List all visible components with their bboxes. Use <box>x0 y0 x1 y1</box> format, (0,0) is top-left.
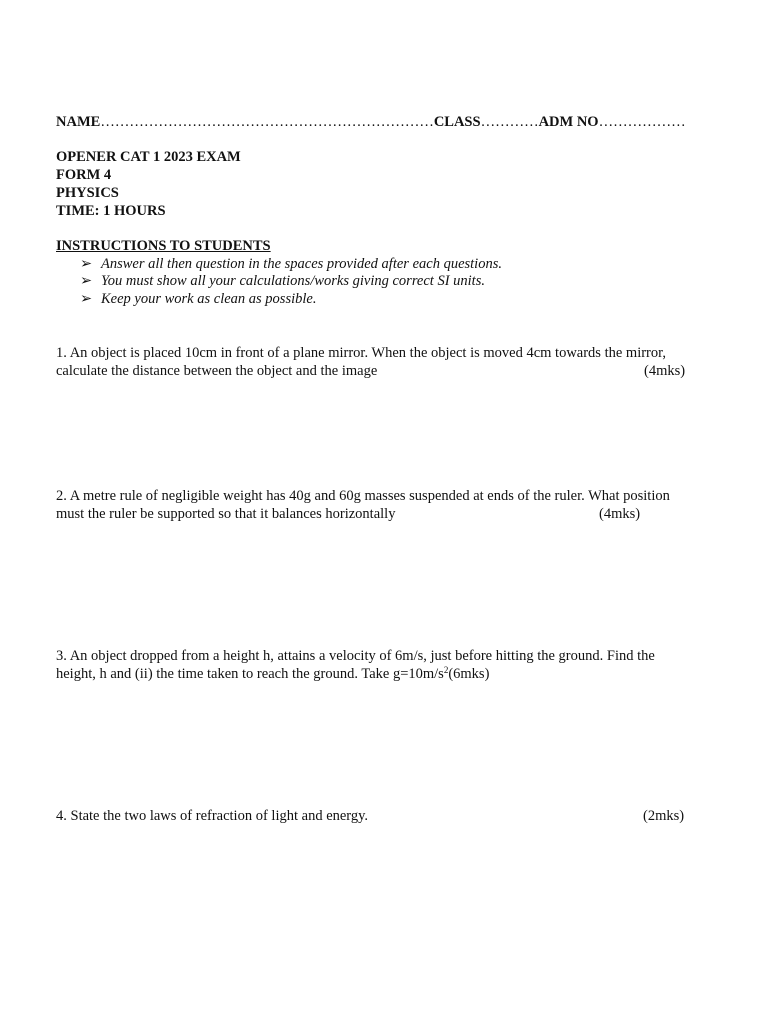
question-2-marks: (4mks) <box>599 506 641 522</box>
student-details-line <box>56 113 686 131</box>
question-3-text-line1: 3. An object dropped from a height h, attains a velocity of 6m/s, just before hitting the ground. Find the <box>56 648 655 664</box>
adm-no-blank[interactable]: ……………… <box>598 114 686 130</box>
exam-subject: PHYSICS <box>56 185 119 201</box>
arrow-bullet-icon: ➢ <box>80 273 93 289</box>
name-blank[interactable]: …………………………………………………………… <box>100 114 434 130</box>
class-label: CLASS <box>433 114 481 130</box>
instruction-item: ➢ Keep your work as clean as possible. <box>80 291 317 307</box>
name-label: NAME <box>56 114 101 130</box>
instructions-heading: INSTRUCTIONS TO STUDENTS <box>56 238 271 254</box>
question-4-marks: (2mks) <box>643 808 685 824</box>
question-1-text-line1: 1. An object is placed 10cm in front of a plane mirror. When the object is moved 4cm towards the mirror, <box>56 345 667 361</box>
adm-no-label: ADM NO <box>538 114 599 130</box>
question-2-text-line1: 2. A metre rule of negligible weight has 40g and 60g masses suspended at ends of the ruler. What position <box>56 488 670 504</box>
question-1-text-line2: calculate the distance between the object and the image <box>56 363 378 379</box>
exam-time: TIME: 1 HOURS <box>56 203 166 219</box>
question-2-text-line2: must the ruler be supported so that it balances horizontally <box>56 506 396 522</box>
exam-form: FORM 4 <box>56 167 112 183</box>
exam-title: OPENER CAT 1 2023 EXAM <box>56 149 241 165</box>
question-3-marks: (6mks) <box>448 666 490 682</box>
instruction-item: ➢ Answer all then question in the spaces provided after each questions. <box>80 256 502 272</box>
arrow-bullet-icon: ➢ <box>80 256 93 272</box>
class-blank[interactable]: ………… <box>480 114 539 130</box>
question-1-marks: (4mks) <box>644 363 686 379</box>
arrow-bullet-icon: ➢ <box>80 291 93 307</box>
question-4-text: 4. State the two laws of refraction of light and energy. <box>56 808 369 824</box>
question-3-text-line2: height, h and (ii) the time taken to reach the ground. Take $g=10m/s^2(6mks)$ <box>56 665 490 682</box>
exponent: 2 <box>443 665 449 675</box>
instruction-item: ➢ You must show all your calculations/works giving correct SI units. <box>80 273 485 289</box>
